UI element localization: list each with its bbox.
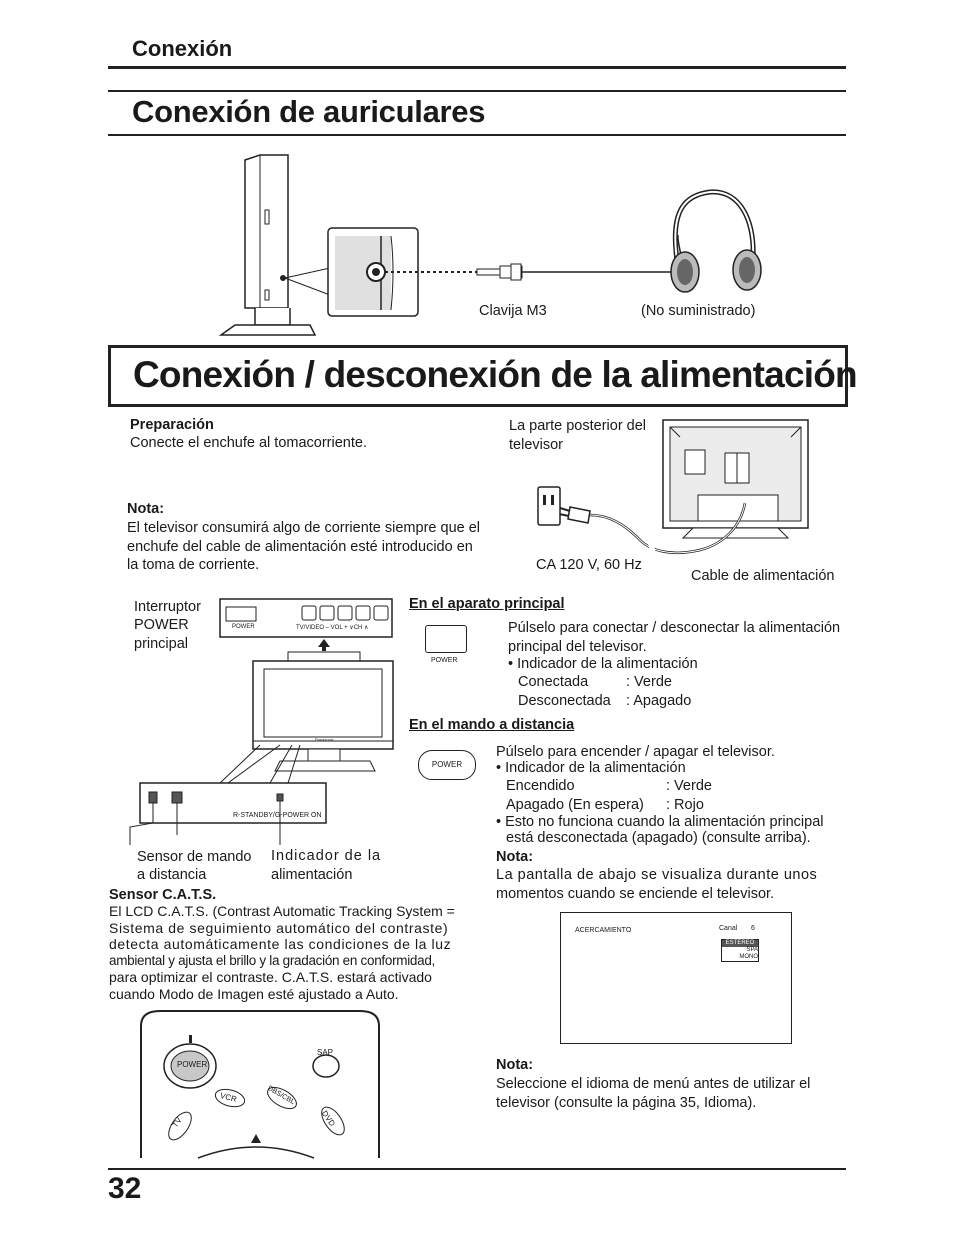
prep-heading: Preparación [130,417,214,433]
remote-drawing-dbs: DBS/CBL [266,1084,296,1107]
remote-bullet: • Esto no funciona cuando la alimentación principal [496,814,824,830]
indicator-label: Indicador de la [271,848,382,864]
remote-drawing-tv: TV [170,1115,184,1130]
remote-state-label: Apagado (En espera) [506,797,644,813]
final-note-line: Seleccione el idioma de menú antes de utilizar el [496,1076,811,1092]
note-line: la toma de corriente. [127,557,260,573]
cats-line: El LCD C.A.T.S. (Contrast Automatic Tracking System = [109,903,455,919]
remote-sensor-label: Sensor de mando [137,849,252,865]
osd-audio-spa: SPA [746,947,758,953]
note-line: El televisor consumirá algo de corriente siempre que el [127,520,481,536]
headphones-title: Conexión de auriculares [132,94,486,129]
switch-label: Interruptor [134,599,201,615]
osd-channel-label: Canal [719,925,738,932]
not-supplied-label: (No suministrado) [641,303,756,319]
cats-text [109,903,487,1002]
footer-rule [108,1168,846,1170]
remote-state-label: Encendido [506,778,575,794]
rear-label: La parte posterior del [509,418,647,434]
remote-drawing-vcr: VCR [219,1090,238,1105]
remote-control-illustration [138,1008,383,1158]
outlet-label: CA 120 V, 60 Hz [536,557,642,573]
cats-line: ambiental y ajusta el brillo y la gradación en conformidad, [109,952,435,968]
remote-heading: En el mando a distancia [409,717,575,733]
osd-audio-mono: MONO [739,954,758,960]
rear-label: televisor [509,437,563,453]
remote-state-value: : Rojo [666,797,704,813]
power-title-box [108,345,857,407]
note-heading: Nota: [127,501,165,517]
remote-drawing-sap: SAP [317,1048,334,1057]
power-title: Conexión / desconexión de la alimentación [133,354,857,395]
plug-label: Clavija M3 [479,303,547,319]
remote-bullet: está desconectada (apagado) (consulte arriba). [506,830,811,846]
cats-line: Sistema de seguimiento automático del contraste) [109,919,449,936]
main-state-label: Desconectada [518,693,611,709]
note-line: enchufe del cable de alimentación esté introducido en [127,539,473,555]
switch-label: POWER [134,617,189,633]
indicator-label: alimentación [271,867,353,883]
brand-text: Panasonic [315,737,334,742]
page-number: 32 [108,1172,142,1205]
cable-label: Cable de alimentación [691,568,835,584]
osd-screen [560,912,792,1044]
final-note-heading: Nota: [496,1057,534,1073]
standby-label: R-STANDBY/G-POWER ON [233,812,322,819]
remote-state-value: : Verde [666,778,712,794]
remote-power-button[interactable]: POWER [418,750,476,780]
cats-line: cuando Modo de Imagen esté ajustado a Auto. [109,985,399,1002]
osd-channel-value: 6 [751,925,755,932]
main-power-label: POWER [431,657,458,664]
cats-heading: Sensor C.A.T.S. [109,887,217,903]
prep-text: Conecte el enchufe al tomacorriente. [130,435,367,451]
title-rule-top [108,90,846,92]
switch-label: principal [134,636,188,652]
remote-drawing-dvd: DVD [319,1109,337,1128]
section-heading: Conexión [132,36,233,61]
header-rule [108,66,846,69]
main-unit-line: • Indicador de la alimentación [508,656,698,672]
remote-sensor-label: a distancia [137,867,207,883]
panel-power-text: POWER [232,624,255,630]
main-unit-heading: En el aparato principal [409,596,565,612]
remote-note-line: La pantalla de abajo se visualiza durante unos [496,867,818,883]
tv-front-illustration [120,595,410,835]
cats-line: para optimizar el contraste. C.A.T.S. estará activado [109,969,432,985]
cats-line: detecta automáticamente las condiciones de la luz [109,936,452,952]
main-power-button[interactable] [425,625,467,653]
remote-note-heading: Nota: [496,849,534,865]
remote-note-line: momentos cuando se enciende el televisor. [496,886,775,902]
osd-zoom: ACERCAMIENTO [575,927,632,934]
remote-drawing-power: POWER [177,1060,208,1069]
panel-controls-text: TV/VIDEO – VOL + ∨CH ∧ [296,625,369,631]
remote-line: • Indicador de la alimentación [496,760,686,776]
main-unit-line: principal del televisor. [508,639,647,655]
main-unit-line: Púlselo para conectar / desconectar la alimentación [508,620,841,636]
final-note-line: televisor (consulte la página 35, Idioma). [496,1095,757,1111]
title-rule-bottom [108,134,846,136]
main-state-value: : Apagado [626,693,692,709]
power-cable-illustration [530,415,820,565]
main-state-value: : Verde [626,674,672,690]
osd-audio-box [721,939,759,962]
main-state-label: Conectada [518,674,589,690]
osd-audio-stereo: ESTÉREO [722,940,758,947]
remote-line: Púlselo para encender / apagar el televisor. [496,744,775,760]
